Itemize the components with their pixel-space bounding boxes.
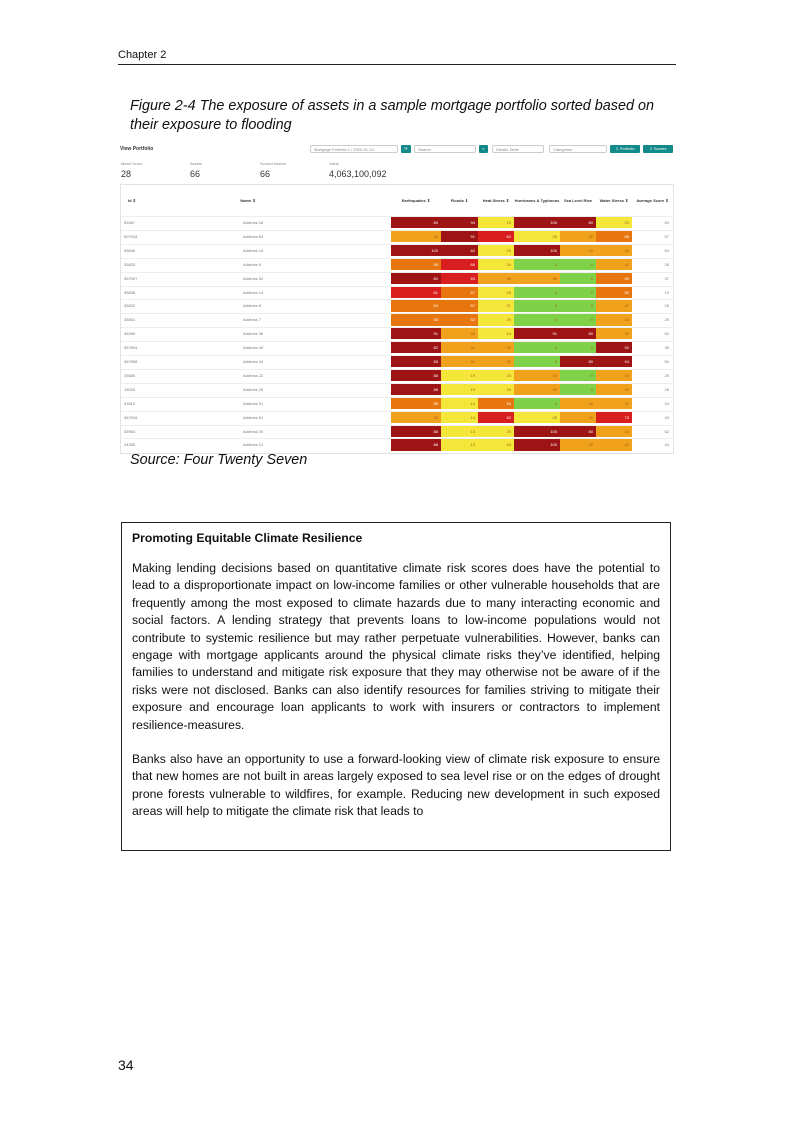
row-average-score: 19 xyxy=(664,289,669,295)
table-row[interactable] xyxy=(121,397,673,409)
score-cell: 14 xyxy=(478,328,514,339)
col-header-hurricanes[interactable]: Hurricanes & Typhoons xyxy=(514,197,560,203)
row-id: 557894 xyxy=(124,345,138,351)
row-id: 25686 xyxy=(124,372,136,378)
score-cell: 40 xyxy=(560,412,596,423)
score-cell: 55 xyxy=(391,398,441,409)
row-average-score: 24 xyxy=(664,400,669,406)
row-id: 15033 xyxy=(124,386,136,392)
score-cell: 40 xyxy=(441,356,478,367)
row-id: 557907 xyxy=(124,275,138,281)
stat-label: Assets xyxy=(190,161,203,166)
row-id: 567898 xyxy=(124,359,138,364)
score-cell: 94 xyxy=(596,356,632,367)
score-cell: 56 xyxy=(596,231,632,242)
chapter-header: Chapter 2 xyxy=(118,49,167,61)
row-id: 35831 xyxy=(124,317,136,323)
textbox-paragraph: Banks also have an opportunity to use a forward-looking view of climate risk exposure to ensure that new homes are not built in areas largely exposed to sea level rise or on the edges of drought prone forests vulnerable to wildfires, for example. Reducing new development in such exposed areas will help to mitigate the climate risk that leads to xyxy=(132,752,660,819)
row-average-score: 25 xyxy=(664,372,669,378)
score-cell: 53 xyxy=(596,273,632,284)
row-average-score: 63 xyxy=(664,220,669,225)
score-cell: 40 xyxy=(560,245,596,256)
score-cell: 88 xyxy=(391,384,441,395)
score-cell: 80 xyxy=(560,356,596,367)
score-cell: 14 xyxy=(441,398,478,409)
score-cell: 20 xyxy=(478,384,514,395)
row-name: Address 8 xyxy=(243,303,262,309)
row-name: Address 36 xyxy=(243,331,264,337)
score-cell: 47 xyxy=(596,300,632,311)
score-cell: 0 xyxy=(514,259,560,270)
download-portfolio-button[interactable]: ⇩ Portfolio xyxy=(610,145,640,153)
score-cell: 0 xyxy=(560,384,596,395)
row-id: 35838 xyxy=(124,289,136,295)
score-cell: 61 xyxy=(391,287,441,298)
score-cell: 40 xyxy=(514,370,560,381)
stat-label: Scored Assets xyxy=(260,161,286,166)
risk-scores-table xyxy=(120,184,674,454)
row-average-score: 25 xyxy=(664,386,669,392)
score-cell: 65 xyxy=(441,259,478,270)
stat-value: 66 xyxy=(190,169,201,179)
score-cell: 40 xyxy=(560,439,596,450)
score-cell: 30 xyxy=(391,412,441,423)
table-row[interactable] xyxy=(121,369,673,381)
score-cell: 80 xyxy=(560,426,596,437)
score-cell: 25 xyxy=(478,426,514,437)
table-row[interactable] xyxy=(121,313,673,325)
score-cell: 42 xyxy=(596,314,632,325)
score-cell: 40 xyxy=(514,384,560,395)
textbox-equitable-resilience xyxy=(121,522,671,851)
score-cell: 39 xyxy=(478,356,514,367)
textbox-paragraph: Making lending decisions based on quantitative climate risk scores does have the potential to lead to a disproportionate impact on low-income families or other vulnerable households that are frequently among the most exposed to climate hazards due to many interacting economic and social factors. A lending strategy that prevents loans to low-income populations would not contribute to systemic resilience but may rather perpetuate vulnerabilities. However, banks can engage with mortgage applicants around the physical climate risks they’ve identified, helping families to understand and mitigate risk exposure that they may otherwise not be aware of if the risks were not disclosed. Banks can also identify resources for families striving to mitigate their exposure and encourage loan applicants to work with insurers or contractors to implement resilience-measures. xyxy=(132,561,660,732)
score-cell: 55 xyxy=(391,314,441,325)
search-icon[interactable]: ⌕ xyxy=(479,145,488,153)
row-name: Address 20 xyxy=(243,428,264,434)
score-cell: 40 xyxy=(596,384,632,395)
row-average-score: 54 xyxy=(664,247,669,253)
row-id: 53964 xyxy=(124,428,136,434)
score-cell: 42 xyxy=(596,259,632,270)
table-row[interactable] xyxy=(121,230,673,242)
score-cell: 0 xyxy=(514,300,560,311)
col-header-floods[interactable]: Floods ⇓ xyxy=(450,197,469,203)
figure-caption: Figure 2-4 The exposure of assets in a sample mortgage portfolio sorted based on their exposure to flooding xyxy=(130,98,654,133)
score-cell: 42 xyxy=(596,439,632,450)
row-name: Address 21 xyxy=(243,442,264,448)
row-name: Address 9 xyxy=(243,261,262,267)
portfolio-dashboard-screenshot xyxy=(120,143,674,454)
score-cell: 13 xyxy=(441,439,478,450)
score-cell: 40 xyxy=(596,245,632,256)
row-id: 24265 xyxy=(124,442,136,448)
score-cell: 63 xyxy=(441,273,478,284)
score-cell: 40 xyxy=(560,398,596,409)
score-cell: 52 xyxy=(596,287,632,298)
row-name: Address 61 xyxy=(243,414,264,420)
stat-value: 28 xyxy=(121,169,132,179)
dashboard-title: View Portfolio xyxy=(120,146,154,152)
score-cell: 80 xyxy=(391,217,441,228)
row-name: Address 15 xyxy=(243,247,264,253)
row-name: Address 31 xyxy=(243,400,264,406)
score-cell: 85 xyxy=(391,356,441,367)
score-cell: 0 xyxy=(514,314,560,325)
row-average-score: 26 xyxy=(664,261,669,267)
score-cell: 29 xyxy=(478,314,514,325)
row-id: 53640 xyxy=(124,247,136,253)
row-name: Address 22 xyxy=(243,372,264,378)
stat-value: 66 xyxy=(260,169,271,179)
score-cell: 25 xyxy=(478,245,514,256)
score-cell: 0 xyxy=(514,342,560,353)
score-cell: 0 xyxy=(560,259,596,270)
row-name: Address 40 xyxy=(243,345,264,351)
row-name: Address 7 xyxy=(243,317,262,323)
stat-label: Value xyxy=(329,161,339,166)
score-cell: 82 xyxy=(391,342,441,353)
score-cell: 13 xyxy=(441,426,478,437)
score-cell: 0 xyxy=(514,398,560,409)
details-table-select[interactable]: Details Table xyxy=(492,145,544,153)
row-id: 31810 xyxy=(124,400,136,406)
score-cell: 21 xyxy=(478,300,514,311)
portfolio-select[interactable]: Mortgage Portfolio 1 / 2020-01-24 xyxy=(310,145,398,153)
score-cell: 30 xyxy=(560,231,596,242)
row-average-score: 35 xyxy=(664,345,669,351)
score-cell: 40 xyxy=(596,370,632,381)
table-row[interactable] xyxy=(121,272,673,284)
score-cell: 54 xyxy=(391,300,441,311)
table-row[interactable] xyxy=(121,286,673,298)
score-cell: 57 xyxy=(441,287,478,298)
col-header-earthquakes[interactable]: Earthquakes ⇕ xyxy=(401,197,431,203)
row-name: Address 44 xyxy=(243,359,264,364)
table-row[interactable] xyxy=(121,327,673,339)
row-average-score: 52 xyxy=(664,428,669,434)
stat-label: Mean Score xyxy=(121,161,143,166)
score-cell: 80 xyxy=(560,217,596,228)
score-cell: 100 xyxy=(391,245,441,256)
table-row[interactable] xyxy=(121,411,673,423)
score-cell: 23 xyxy=(596,217,632,228)
score-cell: 62 xyxy=(478,231,514,242)
score-cell: 16 xyxy=(478,370,514,381)
score-cell: 100 xyxy=(514,245,560,256)
score-cell: 100 xyxy=(514,439,560,450)
table-row[interactable] xyxy=(121,438,673,450)
score-cell: 88 xyxy=(391,370,441,381)
row-average-score: 52 xyxy=(664,331,669,337)
row-average-score: 50 xyxy=(664,359,669,364)
col-header-average-score[interactable]: Average Score ⇕ xyxy=(636,197,669,203)
score-cell: 25 xyxy=(514,231,560,242)
score-cell: 44 xyxy=(441,342,478,353)
score-cell: 88 xyxy=(391,426,441,437)
row-average-score: 57 xyxy=(664,233,669,239)
score-cell: 91 xyxy=(514,328,560,339)
download-scores-button[interactable]: ⇩ Scores xyxy=(643,145,673,153)
score-cell: 25 xyxy=(478,287,514,298)
score-cell: 62 xyxy=(478,412,514,423)
table-row[interactable] xyxy=(121,355,673,367)
row-name: Address 52 xyxy=(243,275,264,281)
score-cell: 24 xyxy=(478,259,514,270)
search-input[interactable]: Search xyxy=(414,145,476,153)
score-cell: 0 xyxy=(514,287,560,298)
score-cell: 14 xyxy=(441,412,478,423)
score-cell: 94 xyxy=(441,217,478,228)
score-cell: 42 xyxy=(596,426,632,437)
refresh-icon[interactable]: ⟳ xyxy=(401,145,411,153)
row-name: Address 25 xyxy=(243,386,264,392)
score-cell: 57 xyxy=(441,300,478,311)
row-id: 53367 xyxy=(124,220,136,225)
col-header-sea-level-rise[interactable]: Sea Level Rise xyxy=(563,197,593,203)
score-cell: 25 xyxy=(514,412,560,423)
stat-value: 4,063,100,092 xyxy=(329,169,387,179)
score-cell: 39 xyxy=(478,273,514,284)
table-row[interactable] xyxy=(121,341,673,353)
page-number: 34 xyxy=(118,1057,134,1073)
score-cell: 0 xyxy=(560,287,596,298)
score-cell: 91 xyxy=(391,328,441,339)
row-id: 35833 xyxy=(124,261,136,267)
score-cell: 73 xyxy=(596,412,632,423)
table-row[interactable] xyxy=(121,383,673,395)
score-cell: 55 xyxy=(391,259,441,270)
score-cell: 45 xyxy=(441,328,478,339)
score-cell: 19 xyxy=(441,384,478,395)
row-id: 45289 xyxy=(124,331,136,337)
score-cell: 91 xyxy=(441,231,478,242)
score-cell: 0 xyxy=(560,342,596,353)
col-header-id[interactable]: Id ⇕ xyxy=(127,197,137,203)
score-cell: 92 xyxy=(596,342,632,353)
score-cell: 53 xyxy=(478,398,514,409)
score-cell: 52 xyxy=(441,314,478,325)
row-name: Address 18 xyxy=(243,220,264,225)
row-average-score: 37 xyxy=(664,275,669,281)
score-cell: 0 xyxy=(560,370,596,381)
col-header-water-stress[interactable]: Water Stress ⇕ xyxy=(599,197,629,203)
score-cell: 88 xyxy=(391,439,441,450)
row-average-score: 44 xyxy=(664,442,669,448)
row-id: 35832 xyxy=(124,303,136,309)
figure-source: Source: Four Twenty Seven xyxy=(130,452,308,468)
score-cell: 100 xyxy=(514,217,560,228)
row-name: Address 63 xyxy=(243,233,264,239)
score-cell: 30 xyxy=(596,328,632,339)
row-id: 507918 xyxy=(124,233,138,239)
score-cell: 19 xyxy=(441,370,478,381)
row-id: 567916 xyxy=(124,414,138,420)
score-cell: 30 xyxy=(391,231,441,242)
row-average-score: 25 xyxy=(664,303,669,309)
score-cell: 0 xyxy=(560,300,596,311)
score-cell: 80 xyxy=(560,328,596,339)
score-cell: 24 xyxy=(478,439,514,450)
categories-select[interactable]: Categories xyxy=(549,145,607,153)
score-cell: 39 xyxy=(478,342,514,353)
header-rule xyxy=(118,64,676,65)
score-cell: 19 xyxy=(478,217,514,228)
textbox-title: Promoting Equitable Climate Resilience xyxy=(132,531,363,545)
score-cell: 0 xyxy=(560,314,596,325)
table-row[interactable] xyxy=(121,425,673,437)
score-cell: 32 xyxy=(596,398,632,409)
score-cell: 0 xyxy=(514,356,560,367)
table-row[interactable] xyxy=(121,258,673,270)
row-average-score: 25 xyxy=(664,317,669,323)
row-name: Address 14 xyxy=(243,289,264,295)
score-cell: 82 xyxy=(391,273,441,284)
score-cell: 30 xyxy=(514,273,560,284)
table-row[interactable] xyxy=(121,244,673,256)
col-header-heat-stress[interactable]: Heat Stress ⇕ xyxy=(482,197,510,203)
col-header-name[interactable]: Name ⇕ xyxy=(240,197,256,203)
score-cell: 100 xyxy=(514,426,560,437)
table-row[interactable] xyxy=(121,216,673,228)
score-cell: 0 xyxy=(560,273,596,284)
score-cell: 82 xyxy=(441,245,478,256)
table-row[interactable] xyxy=(121,299,673,311)
row-average-score: 43 xyxy=(664,414,669,420)
